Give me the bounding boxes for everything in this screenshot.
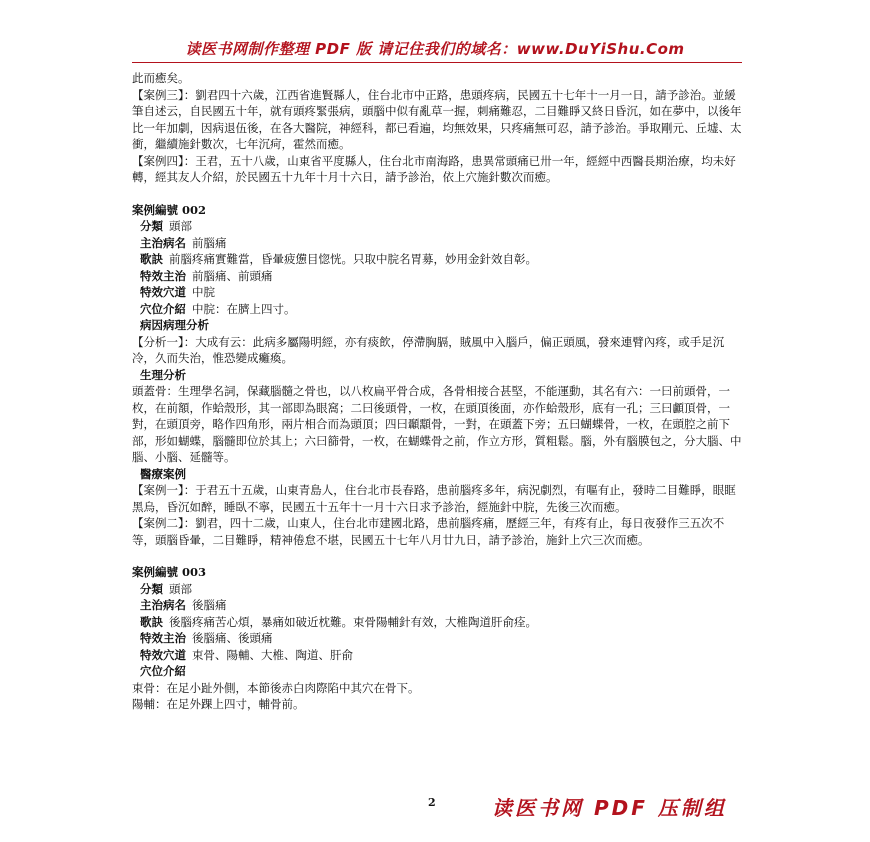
case-003-verse xyxy=(140,614,744,631)
case-002-title: 案例編號 002 xyxy=(132,202,207,217)
field-label: 特效穴道 xyxy=(140,647,186,662)
field-label: 特效主治 xyxy=(140,268,186,283)
physiology-text: 頭蓋骨：生理學名詞，保藏腦髓之骨也，以八枚扁平骨合成，各骨相接合甚堅，不能運動，其名有六：一曰前頭骨，一枚，在前額，作蛤殼形，其一部即為眼窩；二曰後頭骨，一枚，在頭頂後面，亦作蛤殼形，底有一孔；三曰顱頂骨，一對，在頭頂旁，略作四角形，兩片相合而為頭頂；四曰顳顬骨，一對，在頭蓋下旁；五曰蝴蝶骨，一枚，在頭腔之前下部，形如蝴蝶，腦髓即位於其上；六曰篩骨，一枚，在蝴蝶骨之前，作立方形，質粗鬆。腦，外有腦膜包之，分大腦、中腦、小腦、延髓等。 xyxy=(132,384,742,464)
field-label: 分類 xyxy=(140,219,163,233)
physiology-heading: 生理分析 xyxy=(140,367,186,382)
field-label: 歌訣 xyxy=(140,614,163,629)
field-label: 歌訣 xyxy=(140,252,163,266)
point-description: 束骨：在足小趾外側，本節後赤白肉際陷中其穴在骨下。 xyxy=(132,680,420,695)
header-divider xyxy=(132,62,742,63)
section-gap xyxy=(132,548,744,564)
case-002-verse xyxy=(140,251,744,268)
field-value: 頭部 xyxy=(169,219,192,233)
case-003-indication xyxy=(140,630,744,647)
footer-brand: 读医书网 PDF 压制组 xyxy=(492,796,727,820)
field-label: 主治病名 xyxy=(140,235,186,250)
intro-line: 此而癒矣。 xyxy=(132,71,190,85)
case-003-point-intro-heading: 穴位介紹 xyxy=(140,664,186,678)
section-gap xyxy=(132,186,744,202)
field-label: 主治病名 xyxy=(140,598,186,612)
pathology-text: 【分析一】：大成有云：此病多屬陽明經，亦有痰飲，停滯胸膈，賊風中入腦戶，偏正頭風，發來連臂內疼，或手足沉冷，久而失治，惟恐變成癱瘓。 xyxy=(132,334,725,365)
pathology-heading: 病因病理分析 xyxy=(140,318,209,332)
case-003-category xyxy=(140,581,744,598)
field-value: 前腦痛、前頭痛 xyxy=(192,268,273,283)
case-002-disease xyxy=(140,235,744,252)
field-value: 中脘 xyxy=(192,285,215,299)
medical-case-2: 【案例二】：劉君，四十二歲，山東人，住台北市建國北路，患前腦疼痛，歷經三年，有疼有止，每日夜發作三五次不等，頭腦昏暈，二目難睜，精神倦怠不堪，民國五十七年八月廿九日，請予診治，施針上穴三次而癒。 xyxy=(132,516,725,547)
field-value: 後腦疼痛苦心煩，暴痛如破近枕難。束骨陽輔針有效，大椎陶道肝俞痊。 xyxy=(169,614,537,629)
field-value: 後腦痛、後頭痛 xyxy=(192,631,273,645)
case-002-point-intro xyxy=(140,301,744,318)
field-value: 前腦疼痛實難當，昏暈疲憊目惚恍。只取中脘名胃募，妙用金針效自彰。 xyxy=(169,252,537,266)
intro-case-3: 【案例三】：劉君四十六歲，江西省進賢縣人，住台北市中正路，患頭疼病，民國五十七年十一月一日，請予診治。並緩筆自述云，自民國五十年，就有頭疼緊張病，頭腦中似有亂草一握，刺痛難忍，二目難睜又終日昏沉，如在夢中，以後年比一年加劇，因病退伍後，在各大醫院，神經科，都已看遍，均無效果，只疼痛無可忍，請予診治。爭取剛元、丘墟、太衝，繼續施針數次，七年沉疴，霍然而癒。 xyxy=(132,87,742,151)
case-002-category xyxy=(140,218,744,235)
field-label: 穴位介紹 xyxy=(140,301,186,316)
case-003-acupoint xyxy=(140,647,744,664)
field-value: 前腦痛 xyxy=(192,235,227,250)
document-body xyxy=(132,70,744,713)
case-002-acupoint xyxy=(140,284,744,301)
case-003-disease xyxy=(140,597,744,614)
header-banner: 读医书网制作整理 PDF 版 请记住我们的域名：www.DuYiShu.Com xyxy=(185,40,685,58)
page-number: 2 xyxy=(428,796,436,809)
field-value: 中脘：在臍上四寸。 xyxy=(192,301,296,316)
field-value: 後腦痛 xyxy=(192,598,227,612)
point-description: 陽輔：在足外踝上四寸，輔骨前。 xyxy=(132,697,305,711)
medical-cases-heading: 醫療案例 xyxy=(140,466,186,481)
field-label: 特效主治 xyxy=(140,631,186,645)
field-label: 分類 xyxy=(140,581,163,596)
field-label: 特效穴道 xyxy=(140,285,186,299)
case-003-title: 案例編號 003 xyxy=(132,565,207,579)
medical-case-1: 【案例一】：于君五十五歲，山東青島人，住台北市長春路，患前腦疼多年，病況劇烈，有嘔有止，發時二目難睜，眼眶黑烏，昏沉如醉，睡臥不寧，民國五十五年十一月十六日求予診治，經施針中脘，先後三次而癒。 xyxy=(132,483,736,514)
case-002-indication xyxy=(140,268,744,285)
field-value: 束骨、陽輔、大椎、陶道、肝俞 xyxy=(192,647,353,662)
intro-case-4: 【案例四】：王君，五十八歲，山東省平度縣人，住台北市南海路，患異常頭痛已卅一年，經經中西醫長期治療，均未好轉，經其友人介紹，於民國五十九年十月十六日，請予診治，依上穴施針數次而癒。 xyxy=(132,153,736,184)
field-value: 頭部 xyxy=(169,581,192,596)
